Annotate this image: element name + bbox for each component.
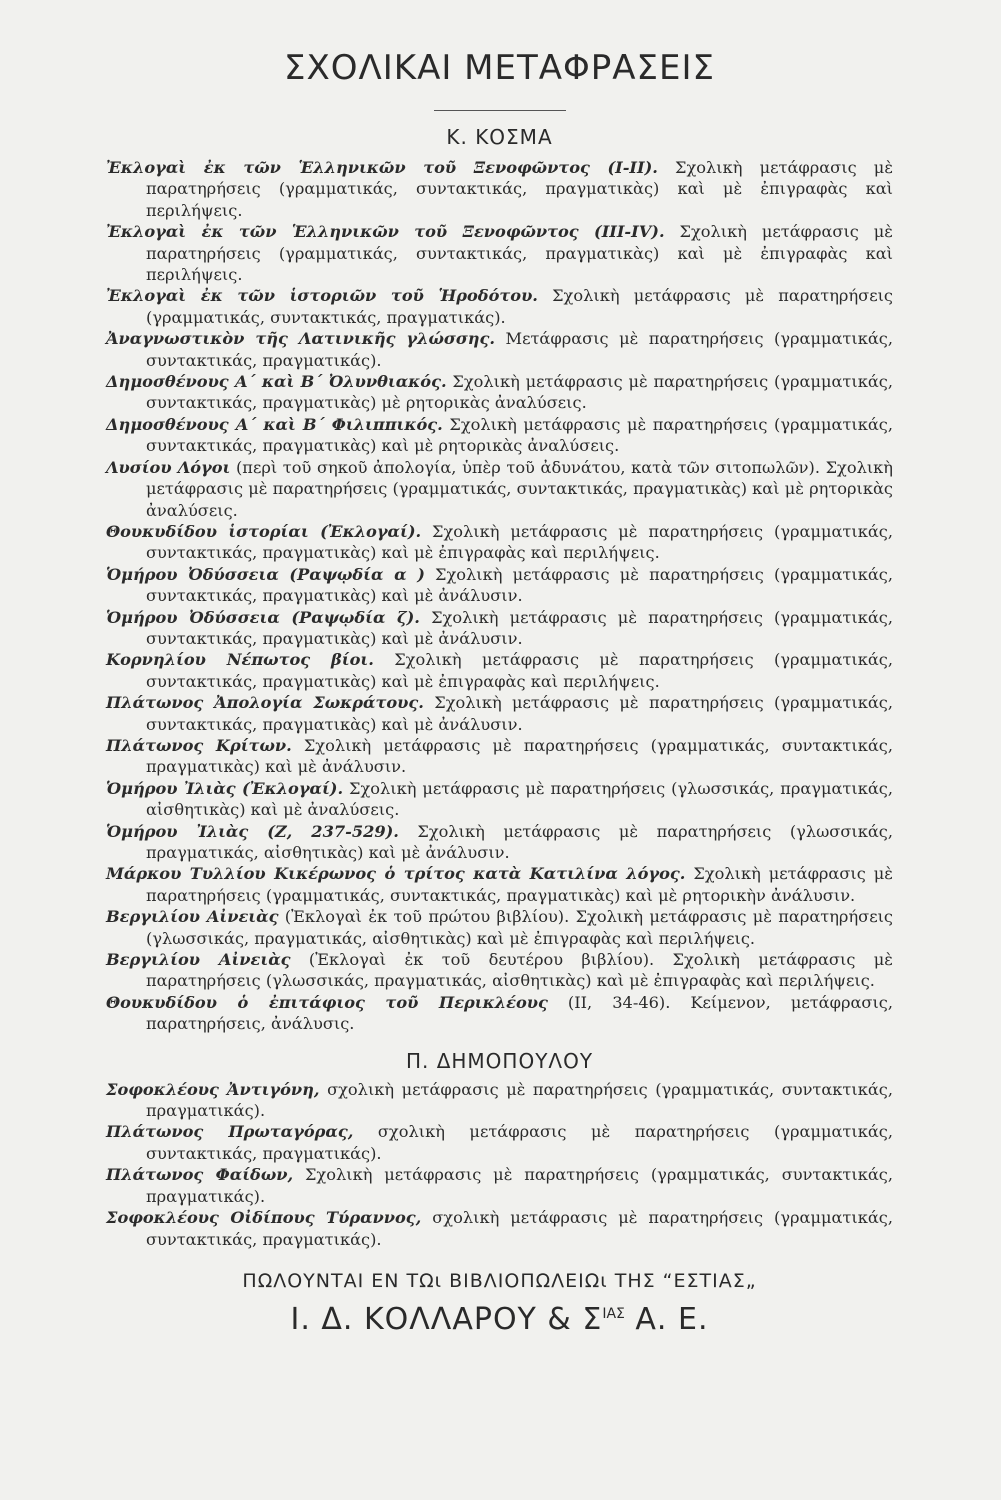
entry-description: Σχολικὴ μετάφρασις μὲ παρατηρήσεις (γραμματικάς, συντακτικάς, πραγματικὰς) καὶ μὲ ἐπιγραφὰς καὶ περιλήψεις. xyxy=(146,222,893,285)
list-item xyxy=(106,735,893,778)
entry-title: Πλάτωνος Πρωταγόρας, xyxy=(106,1122,354,1142)
entry-description: Σχολικὴ μετάφρασις μὲ παρατηρήσεις (γραμματικάς, συντακτικάς, πραγματικάς). xyxy=(146,1165,893,1206)
list-item xyxy=(106,1164,893,1207)
entry-title: Θουκυδίδου ὁ ἐπιτάφιος τοῦ Περικλέους xyxy=(106,992,548,1012)
entry-description: Σχολικὴ μετάφρασις μὲ παρατηρήσεις (γραμματικάς, συντακτικάς, πραγματικὰς) καὶ μὲ ἐπιγραφὰς καὶ περιλήψεις. xyxy=(146,650,894,691)
list-item xyxy=(106,521,893,564)
publisher-name xyxy=(106,1302,893,1337)
entry-title: Ἐκλογαὶ ἐκ τῶν Ἑλληνικῶν τοῦ Ξενοφῶντος (I-II). xyxy=(106,158,658,177)
list-item xyxy=(106,285,893,328)
entry-description: Σχολικὴ μετάφρασις μὲ παρατηρήσεις (γραμματικάς, συντακτικάς, πραγματικὰς) καὶ μὲ ρητορικὴν ἀνάλυσιν. xyxy=(146,864,893,905)
title-divider xyxy=(434,110,566,111)
section-author-dimopoulou: Π. ΔΗΜΟΠΟΥΛΟΥ xyxy=(405,1048,594,1073)
entry-title: Ὁμήρου Ἰλιὰς (Ζ, 237-529). xyxy=(106,821,399,841)
entry-title: Ὁμήρου Ὀδύσσεια (Ραψῳδία α ) xyxy=(106,564,425,584)
entry-description: (II, 34-46). Κείμενον, μετάφρασις, παρατηρήσεις, ἀνάλυσις. xyxy=(146,992,894,1034)
dimopoulou-entries-list xyxy=(106,1079,893,1250)
entry-description: Σχολικὴ μετάφρασις μὲ παρατηρήσεις (γραμματικάς, συντακτικάς, πραγματικὰς) καὶ μὲ ἀνάλυσιν. xyxy=(146,735,893,777)
entry-description: Σχολικὴ μετάφρασις μὲ παρατηρήσεις (γραμματικάς, συντακτικάς, πραγματικὰς) καὶ μὲ ἀνάλυσιν. xyxy=(146,564,893,606)
page-title: ΣΧΟΛΙΚΑΙ ΜΕΤΑΦΡΑΣΕΙΣ xyxy=(283,48,716,88)
list-item xyxy=(106,564,893,607)
list-item xyxy=(106,906,893,949)
entry-title: Σοφοκλέους Ἀντιγόνη, xyxy=(106,1079,320,1099)
list-item xyxy=(106,328,893,371)
entry-description: Σχολικὴ μετάφρασις μὲ παρατηρήσεις (γραμματικάς, συντακτικάς, πραγματικὰς) μὲ ρητορικὰς ἀναλύσεις. xyxy=(146,372,893,413)
entry-description: Σχολικὴ μετάφρασις μὲ παρατηρήσεις (γραμματικάς, συντακτικάς, πραγματικὰς) καὶ μὲ ρητορικὰς ἀναλύσεις. xyxy=(146,414,894,456)
entry-title: Θουκυδίδου ἱστορίαι (Ἐκλογαί). xyxy=(106,521,422,541)
entry-description: Σχολικὴ μετάφρασις μὲ παρατηρήσεις (γλωσσικάς, πραγματικάς, αἰσθητικὰς) καὶ μὲ ἀναλύσεις. xyxy=(146,778,893,820)
entry-description: (Ἐκλογαὶ ἐκ τοῦ πρώτου βιβλίου). Σχολικὴ μετάφρασις μὲ παρατηρήσεις (γλωσσικάς, πραγματικάς, αἰσθητικὰς) καὶ μὲ ἐπιγραφὰς καὶ περιλήψεις. xyxy=(146,907,893,948)
entry-description: σχολικὴ μετάφρασις μὲ παρατηρήσεις (γραμματικάς, συντακτικάς, πραγματικάς). xyxy=(146,1079,893,1121)
publisher-name-end: Α. Ε. xyxy=(624,1301,709,1337)
list-item xyxy=(106,1121,893,1164)
entry-title: Ἐκλογαὶ ἐκ τῶν Ἑλληνικῶν τοῦ Ξενοφῶντος (III-IV). xyxy=(106,222,665,242)
entry-description: σχολικὴ μετάφρασις μὲ παρατηρήσεις (γραμματικάς, συντακτικάς, πραγματικάς). xyxy=(146,1208,893,1249)
entry-title: Μάρκου Τυλλίου Κικέρωνος ὁ τρίτος κατὰ Κατιλίνα λόγος. xyxy=(106,864,686,884)
entry-description: Σχολικὴ μετάφρασις μὲ παρατηρήσεις (γραμματικάς, συντακτικάς, πραγματικὰς) καὶ μὲ ἀνάλυσιν. xyxy=(146,693,894,734)
entry-title: Βεργιλίου Αἰνειὰς xyxy=(106,950,291,970)
entry-title: Πλάτωνος Φαίδων, xyxy=(106,1165,294,1185)
entry-title: Σοφοκλέους Οἰδίπους Τύραννος, xyxy=(106,1208,422,1228)
list-item xyxy=(106,778,893,821)
publisher-name-superscript: ΙΑΣ xyxy=(602,1305,625,1322)
entry-title: Λυσίου Λόγοι xyxy=(106,457,231,477)
section-author-kosma: Κ. ΚΟΣΜΑ xyxy=(446,125,553,149)
entry-title: Ὁμήρου Ἰλιὰς (Ἐκλογαί). xyxy=(106,778,344,798)
list-item xyxy=(106,692,893,735)
list-item xyxy=(106,414,893,457)
entry-title: Δημοσθένους Α΄ καὶ Β΄ Φιλιππικός. xyxy=(106,414,443,434)
list-item xyxy=(106,821,893,864)
list-item xyxy=(106,157,893,221)
publisher-name-main: Ι. Δ. ΚΟΛΛΑΡΟΥ & Σ xyxy=(290,1301,603,1337)
list-item xyxy=(106,992,893,1035)
list-item xyxy=(106,1207,893,1250)
entry-description: Σχολικὴ μετάφρασις μὲ παρατηρήσεις (γραμματικάς, συντακτικάς, πραγματικὰς) καὶ μὲ ἀνάλυσιν. xyxy=(146,607,893,648)
entry-description: Σχολικὴ μετάφρασις μὲ παρατηρήσεις (γλωσσικάς, πραγματικάς, αἰσθητικὰς) καὶ μὲ ἀνάλυσιν. xyxy=(146,821,893,862)
entry-title: Ἀναγνωστικὸν τῆς Λατινικῆς γλώσσης. xyxy=(106,329,496,349)
entry-title: Ὁμήρου Ὀδύσσεια (Ραψῳδία ζ). xyxy=(106,607,420,627)
entry-title: Βεργιλίου Αἰνειὰς xyxy=(106,907,279,927)
list-item xyxy=(106,607,893,650)
list-item xyxy=(106,649,893,692)
list-item xyxy=(106,371,893,414)
entry-title: Ἐκλογαὶ ἐκ τῶν ἱστοριῶν τοῦ Ἡροδότου. xyxy=(106,286,538,306)
entry-description: σχολικὴ μετάφρασις μὲ παρατηρήσεις (γραμματικάς, συντακτικάς, πραγματικάς). xyxy=(146,1122,893,1163)
list-item xyxy=(106,457,893,521)
entry-title: Πλάτωνος Κρίτων. xyxy=(106,735,292,755)
entry-description: Μετάφρασις μὲ παρατηρήσεις (γραμματικάς, συντακτικάς, πραγματικάς). xyxy=(146,329,893,370)
entry-title: Κορνηλίου Νέπωτος βίοι. xyxy=(106,650,374,670)
entry-description: (περὶ τοῦ σηκοῦ ἀπολογία, ὑπὲρ τοῦ ἀδυνάτου, κατὰ τῶν σιτοπωλῶν). Σχολικὴ μετάφρασις μὲ παρατηρήσεις (γραμματικάς, συντακτικάς, πραγματικὰς) καὶ μὲ ρητορικὰς ἀναλύσεις. xyxy=(146,457,893,520)
entry-title: Πλάτωνος Ἀπολογία Σωκράτους. xyxy=(106,693,424,713)
list-item xyxy=(106,221,893,285)
entry-description: Σχολικὴ μετάφρασις μὲ παρατηρήσεις (γραμματικάς, συντακτικάς, πραγματικὰς) καὶ μὲ ἐπιγραφὰς καὶ περιλήψεις. xyxy=(146,521,893,563)
list-item xyxy=(106,863,893,906)
entry-title: Δημοσθένους Α΄ καὶ Β΄ Ὀλυνθιακός. xyxy=(106,372,447,392)
publisher-sale-notice: ΠΩΛΟΥΝΤΑΙ ΕΝ ΤΩι ΒΙΒΛΙΟΠΩΛΕΙΩι ΤΗΣ “ΕΣΤΙΑΣ„ xyxy=(242,1269,757,1292)
entry-description: Σχολικὴ μετάφρασις μὲ παρατηρήσεις (γραμματικάς, συντακτικάς, πραγματικάς). xyxy=(146,286,893,327)
entry-description: (Ἐκλογαὶ ἐκ τοῦ δευτέρου βιβλίου). Σχολικὴ μετάφρασις μὲ παρατηρήσεις (γλωσσικάς, πραγματικάς, αἰσθητικὰς) καὶ μὲ ἐπιγραφὰς καὶ περιλήψεις. xyxy=(146,950,893,991)
kosma-entries-list xyxy=(106,157,893,1035)
list-item xyxy=(106,1079,893,1122)
list-item xyxy=(106,949,893,992)
entry-description: Σχολικὴ μετάφρασις μὲ παρατηρήσεις (γραμματικάς, συντακτικάς, πραγματικὰς) καὶ μὲ ἐπιγραφὰς καὶ περιλήψεις. xyxy=(146,158,894,220)
